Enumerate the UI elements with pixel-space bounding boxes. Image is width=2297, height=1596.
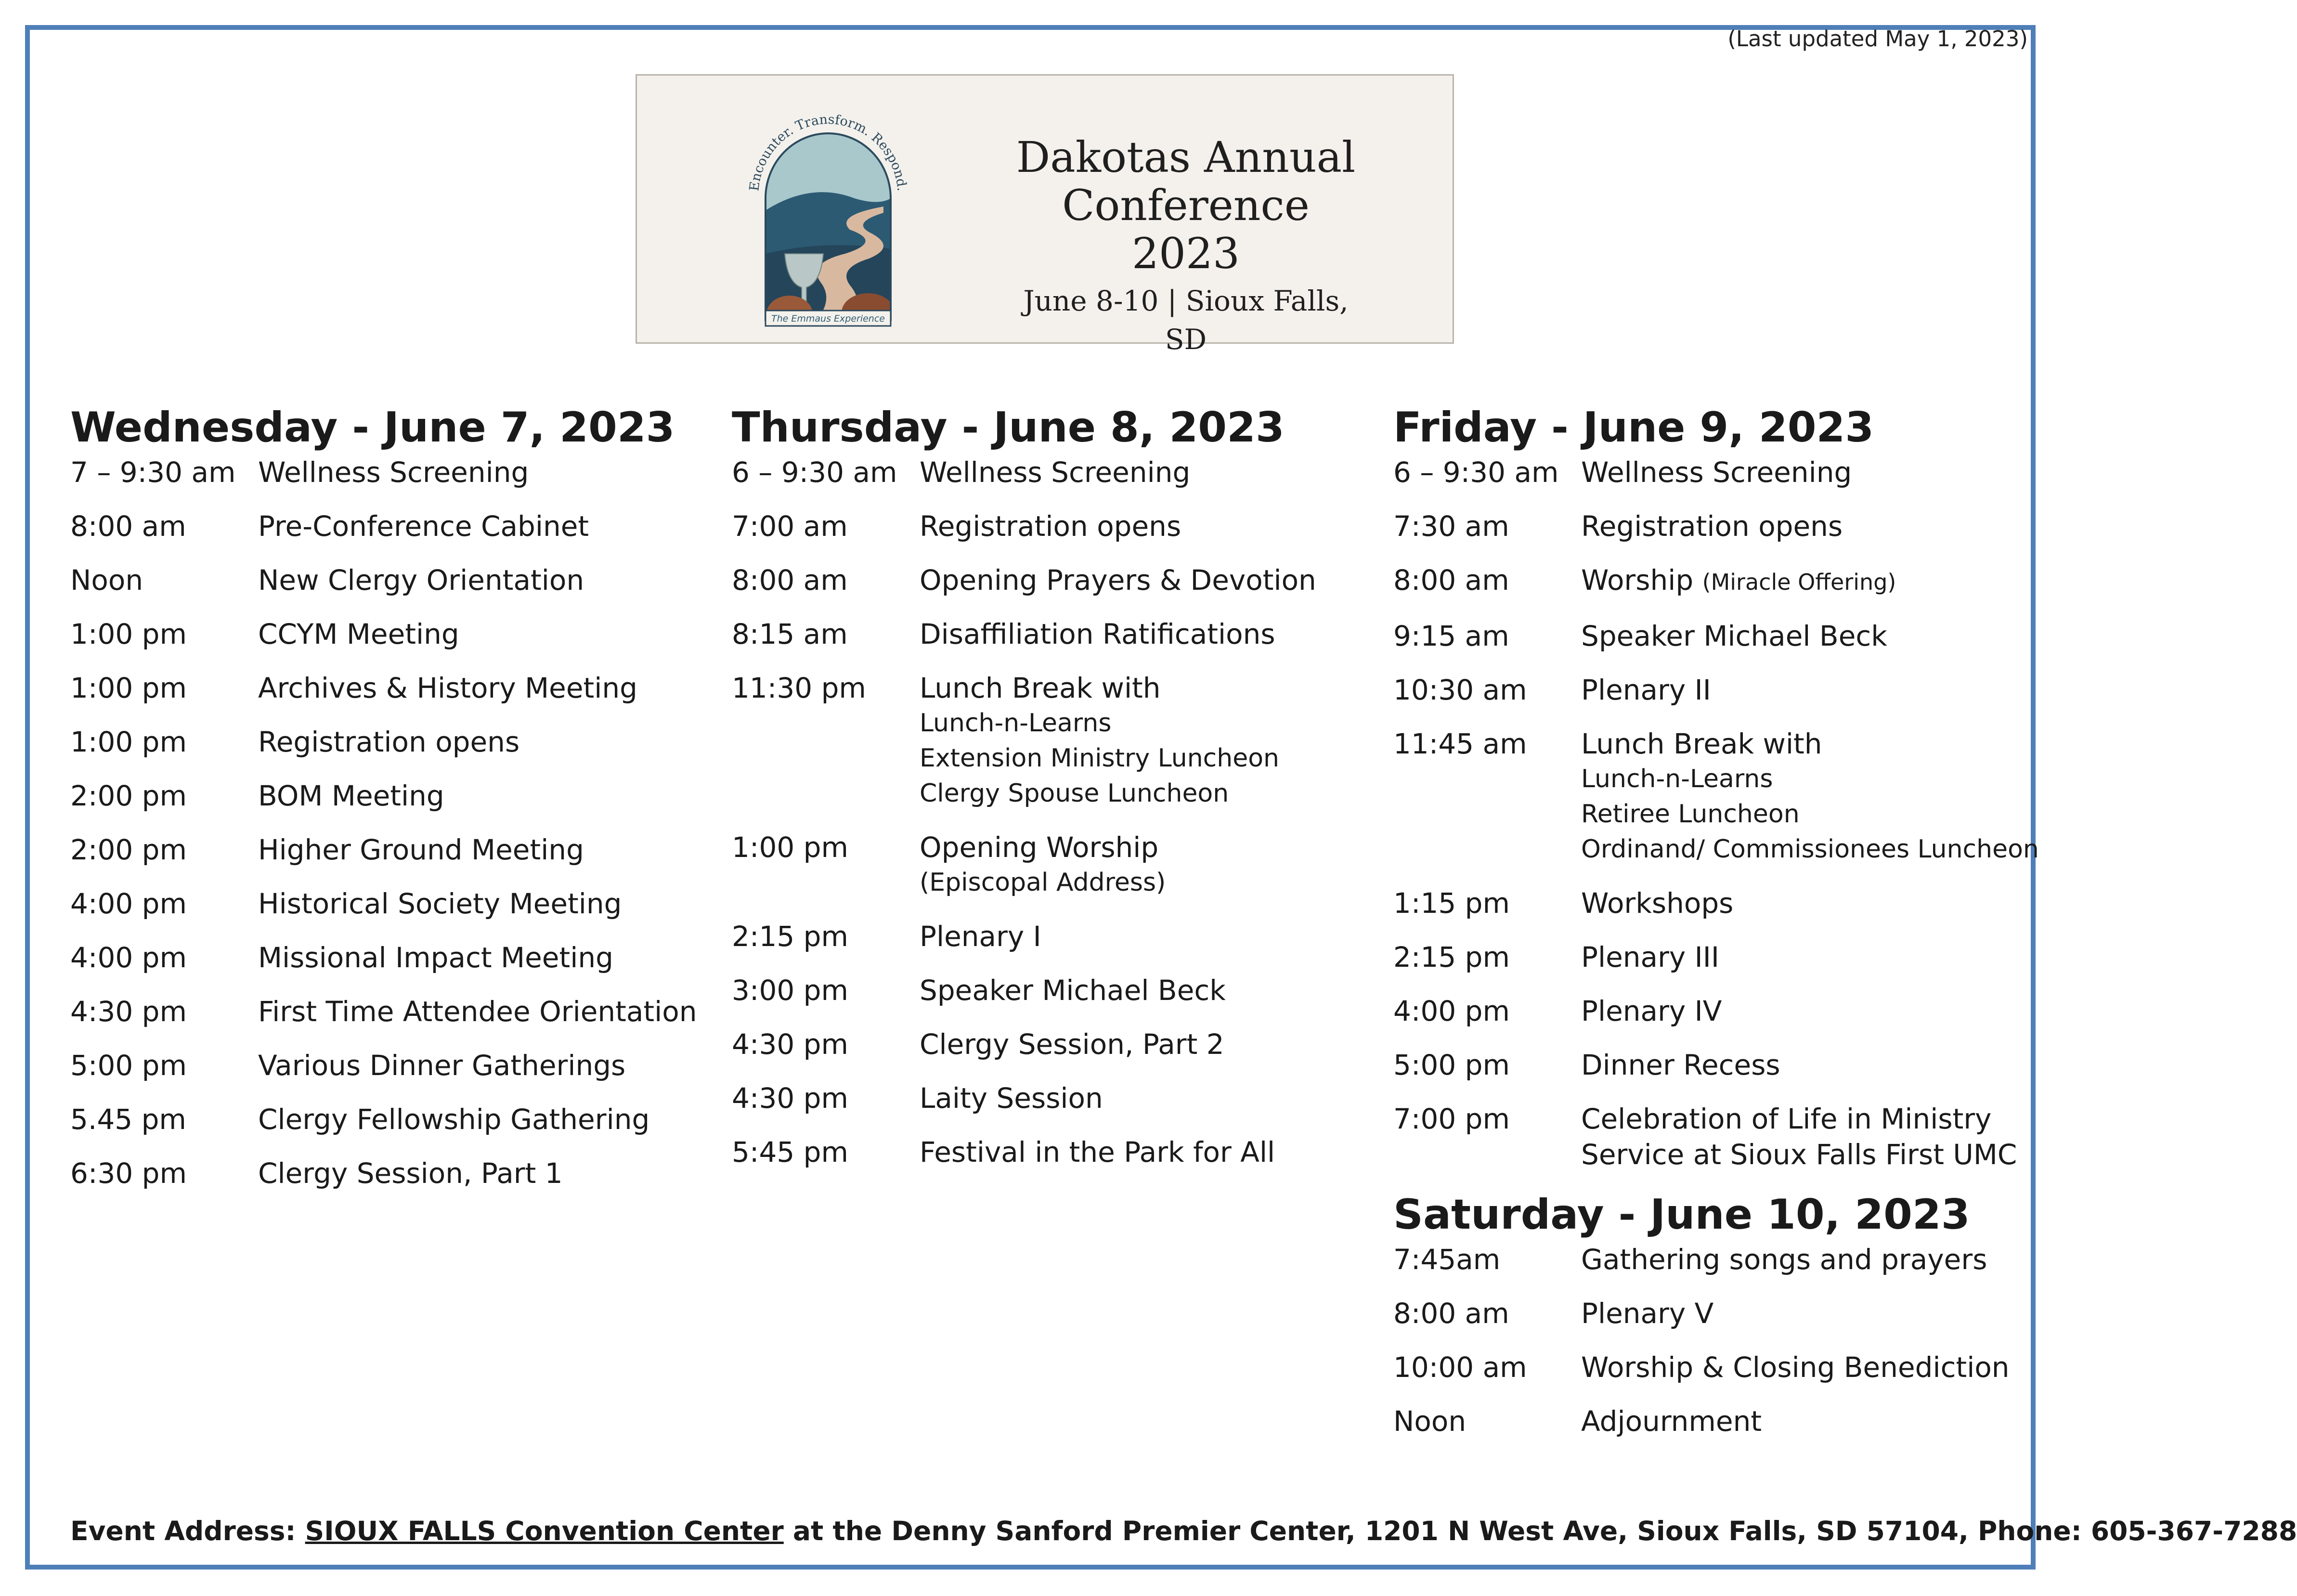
event-details [920, 454, 1372, 490]
event-title: Adjournment [1581, 1405, 1762, 1438]
event-time: 7:45am [1393, 1243, 1501, 1276]
event-details [920, 562, 1372, 598]
event-time: 4:00 pm [1393, 995, 1510, 1027]
event-title: Celebration of Life in Ministry [1581, 1103, 1992, 1135]
event-subitem: Lunch-n-Learns [920, 709, 1112, 738]
event-subitem: Ordinand/ Commissionees Luncheon [1581, 835, 2039, 864]
event-time: 11:30 pm [732, 672, 866, 704]
event-time: 1:00 pm [70, 726, 187, 758]
event-details [1581, 1349, 2034, 1385]
event-title: Registration opens [1581, 510, 1843, 543]
event-details [920, 830, 1372, 900]
event-time: 6 – 9:30 am [1393, 456, 1559, 489]
event-title: Speaker Michael Beck [1581, 620, 1887, 652]
schedule-row [732, 1026, 1372, 1062]
event-details [1581, 1101, 2034, 1172]
event-details [1581, 454, 2034, 490]
event-time: 4:00 pm [70, 887, 187, 920]
event-title: Speaker Michael Beck [920, 974, 1226, 1007]
address-label: Event Address: [70, 1516, 305, 1546]
event-time: 8:00 am [1393, 1297, 1509, 1330]
schedule-row [70, 562, 711, 598]
event-details [920, 973, 1372, 1008]
schedule-row [70, 832, 711, 868]
event-details [258, 994, 711, 1029]
event-title: Pre-Conference Cabinet [258, 510, 589, 543]
event-details [920, 1026, 1372, 1062]
event-details [920, 1134, 1372, 1170]
event-title: Worship & Closing Benediction [1581, 1351, 2010, 1384]
schedule-row [732, 562, 1372, 598]
schedule-row [70, 508, 711, 544]
schedule-row [70, 724, 711, 760]
event-details [1581, 993, 2034, 1029]
last-updated-note: (Last updated May 1, 2023) [1727, 26, 2028, 52]
event-details [258, 562, 711, 598]
schedule-row [70, 940, 711, 975]
banner-subtitle: June 8-10 | Sioux Falls, SD [1023, 285, 1349, 356]
banner-title-line1: Dakotas Annual [1016, 132, 1356, 182]
event-title: Plenary I [920, 920, 1041, 953]
schedule-row [732, 830, 1372, 900]
event-title: Lunch Break with [1581, 727, 1822, 760]
event-title: Registration opens [258, 726, 520, 758]
event-time: 6 – 9:30 am [732, 456, 897, 489]
schedule-row [1393, 726, 2039, 867]
schedule-row [1393, 618, 2034, 654]
event-details [258, 1048, 711, 1083]
schedule-row [70, 616, 711, 652]
event-details [258, 1102, 711, 1137]
event-title: Clergy Session, Part 1 [258, 1157, 563, 1190]
event-time: 1:00 pm [732, 831, 848, 864]
event-time: 7:30 am [1393, 510, 1509, 543]
schedule-list [732, 454, 1372, 1170]
address-details: at the Denny Sanford Premier Center, 1201 N West Ave, Sioux Falls, SD 57104, Phone: 605-367-7288 [783, 1516, 2297, 1546]
event-time: 5:00 pm [1393, 1049, 1510, 1081]
schedule-row [70, 1048, 711, 1083]
event-title: Opening Prayers & Devotion [920, 564, 1316, 597]
schedule-list [1393, 454, 2039, 1172]
event-title: Plenary II [1581, 674, 1711, 706]
schedule-row [732, 973, 1372, 1008]
event-time: 6:30 pm [70, 1157, 187, 1190]
event-time: 5:00 pm [70, 1049, 187, 1082]
schedule-row [1393, 1242, 2034, 1277]
event-time: 4:30 pm [70, 995, 187, 1028]
thursday-column [732, 403, 1372, 1188]
friday-saturday-column [1393, 403, 2039, 1457]
schedule-list [1393, 1242, 2034, 1439]
event-title: Workshops [1581, 887, 1734, 920]
event-title: Wellness Screening [258, 456, 529, 489]
event-time: 8:00 am [70, 510, 186, 543]
schedule-row [1393, 672, 2034, 708]
event-details [1581, 1296, 2034, 1331]
event-details [1581, 1403, 2034, 1439]
schedule-row [1393, 993, 2034, 1029]
wednesday-column [70, 403, 711, 1209]
event-details [1581, 1047, 2034, 1083]
schedule-row [1393, 1296, 2034, 1331]
schedule-row [1393, 1403, 2034, 1439]
event-details [1581, 939, 2034, 975]
logo-caption: The Emmaus Experience [771, 313, 885, 324]
conference-banner [636, 74, 1454, 356]
event-title: New Clergy Orientation [258, 564, 584, 597]
venue-link[interactable]: SIOUX FALLS Convention Center [305, 1516, 784, 1546]
schedule-row [70, 1102, 711, 1137]
event-time: Noon [70, 564, 143, 597]
schedule-row [732, 454, 1372, 490]
event-title: Festival in the Park for All [920, 1136, 1275, 1168]
day-heading: Wednesday - June 7, 2023 [70, 403, 675, 452]
event-time: 5:45 pm [732, 1136, 848, 1168]
event-details [258, 886, 711, 921]
event-title: Higher Ground Meeting [258, 833, 584, 866]
event-subitem: Lunch-n-Learns [1581, 765, 1773, 793]
schedule-row [1393, 562, 2034, 600]
event-title: Dinner Recess [1581, 1049, 1780, 1081]
event-title: Wellness Screening [1581, 456, 1852, 489]
event-title: Plenary III [1581, 941, 1719, 973]
event-title: Various Dinner Gatherings [258, 1049, 626, 1082]
event-title: Clergy Fellowship Gathering [258, 1103, 650, 1136]
event-time: 7 – 9:30 am [70, 456, 236, 489]
event-details [1581, 562, 2034, 600]
event-time: 8:00 am [732, 564, 848, 597]
event-details [920, 919, 1372, 954]
event-time: 8:00 am [1393, 564, 1509, 597]
event-title: Plenary IV [1581, 995, 1722, 1027]
event-details [1581, 508, 2034, 544]
event-address [70, 1516, 2297, 1546]
event-subitem: Retiree Luncheon [1581, 800, 1800, 829]
schedule-row [1393, 508, 2034, 544]
event-details [1581, 1242, 2034, 1277]
event-title: Registration opens [920, 510, 1181, 543]
event-time: Noon [1393, 1405, 1466, 1438]
event-details [920, 508, 1372, 544]
schedule-row [732, 919, 1372, 954]
event-details [920, 616, 1372, 652]
event-title: Lunch Break with [920, 672, 1161, 704]
event-time: 4:30 pm [732, 1028, 848, 1061]
event-title: Opening Worship [920, 831, 1159, 864]
event-time: 10:30 am [1393, 674, 1527, 706]
schedule-row [70, 886, 711, 921]
event-details [1581, 618, 2034, 654]
event-details [920, 670, 1372, 811]
event-details [258, 454, 711, 490]
banner-title-line2: Conference 2023 [1062, 181, 1310, 278]
event-details [258, 724, 711, 760]
event-details [1581, 672, 2034, 708]
event-title: First Time Attendee Orientation [258, 995, 697, 1028]
schedule-row [70, 670, 711, 706]
event-time: 2:15 pm [1393, 941, 1510, 973]
schedule-row [1393, 1349, 2034, 1385]
event-time: 1:15 pm [1393, 887, 1510, 920]
event-time: 10:00 am [1393, 1351, 1527, 1384]
event-details [258, 1155, 711, 1191]
event-time: 5.45 pm [70, 1103, 186, 1136]
event-details [258, 832, 711, 868]
event-subitem: (Episcopal Address) [920, 868, 1166, 897]
day-heading: Saturday - June 10, 2023 [1393, 1191, 1970, 1239]
event-title: Clergy Session, Part 2 [920, 1028, 1224, 1061]
event-subitem: Extension Ministry Luncheon [920, 744, 1279, 773]
day-heading: Friday - June 9, 2023 [1393, 403, 1874, 452]
event-title: Historical Society Meeting [258, 887, 622, 920]
banner-title [1003, 133, 1369, 359]
event-time: 2:15 pm [732, 920, 848, 953]
event-title: Gathering songs and prayers [1581, 1243, 1987, 1276]
schedule-row [732, 1080, 1372, 1116]
event-title: Archives & History Meeting [258, 672, 637, 704]
schedule-row [732, 616, 1372, 652]
event-title: Missional Impact Meeting [258, 941, 613, 974]
event-details [1581, 885, 2034, 921]
event-title: Wellness Screening [920, 456, 1191, 489]
event-time: 7:00 am [732, 510, 848, 543]
schedule-row [1393, 939, 2034, 975]
event-details [258, 940, 711, 975]
schedule-row [732, 1134, 1372, 1170]
event-details [258, 670, 711, 706]
event-time: 2:00 pm [70, 833, 187, 866]
schedule-row [1393, 1047, 2034, 1083]
event-details [920, 1080, 1372, 1116]
logo-arc-text: Encounter. Transform. Respond. [747, 112, 909, 192]
event-details [1581, 726, 2039, 867]
event-details [258, 616, 711, 652]
event-time: 3:00 pm [732, 974, 848, 1007]
day-heading: Thursday - June 8, 2023 [732, 403, 1285, 452]
event-time: 9:15 am [1393, 620, 1509, 652]
event-title: Laity Session [920, 1082, 1103, 1115]
event-title: CCYM Meeting [258, 618, 459, 650]
event-time: 1:00 pm [70, 618, 187, 650]
event-title: Worship [1581, 564, 1694, 597]
event-title: BOM Meeting [258, 779, 444, 812]
schedule-row [70, 454, 711, 490]
event-time: 11:45 am [1393, 727, 1527, 760]
event-details [258, 508, 711, 544]
event-continuation: Service at Sioux Falls First UMC [1581, 1138, 2017, 1171]
event-time: 7:00 pm [1393, 1103, 1510, 1135]
event-time: 2:00 pm [70, 779, 187, 812]
event-note: (Miracle Offering) [1702, 569, 1896, 595]
schedule-row [732, 508, 1372, 544]
schedule-row [1393, 454, 2034, 490]
schedule-row [732, 670, 1372, 811]
event-time: 8:15 am [732, 618, 848, 650]
event-subitem: Clergy Spouse Luncheon [920, 779, 1229, 808]
event-details [258, 778, 711, 814]
event-time: 1:00 pm [70, 672, 187, 704]
schedule-list [70, 454, 711, 1191]
event-time: 4:30 pm [732, 1082, 848, 1115]
event-title: Disaffiliation Ratifications [920, 618, 1275, 650]
schedule-row [70, 778, 711, 814]
schedule-row [1393, 885, 2034, 921]
event-title: Plenary V [1581, 1297, 1714, 1330]
emmaus-logo [739, 95, 917, 331]
schedule-row [1393, 1101, 2034, 1172]
schedule-row [70, 994, 711, 1029]
schedule-row [70, 1155, 711, 1191]
event-time: 4:00 pm [70, 941, 187, 974]
